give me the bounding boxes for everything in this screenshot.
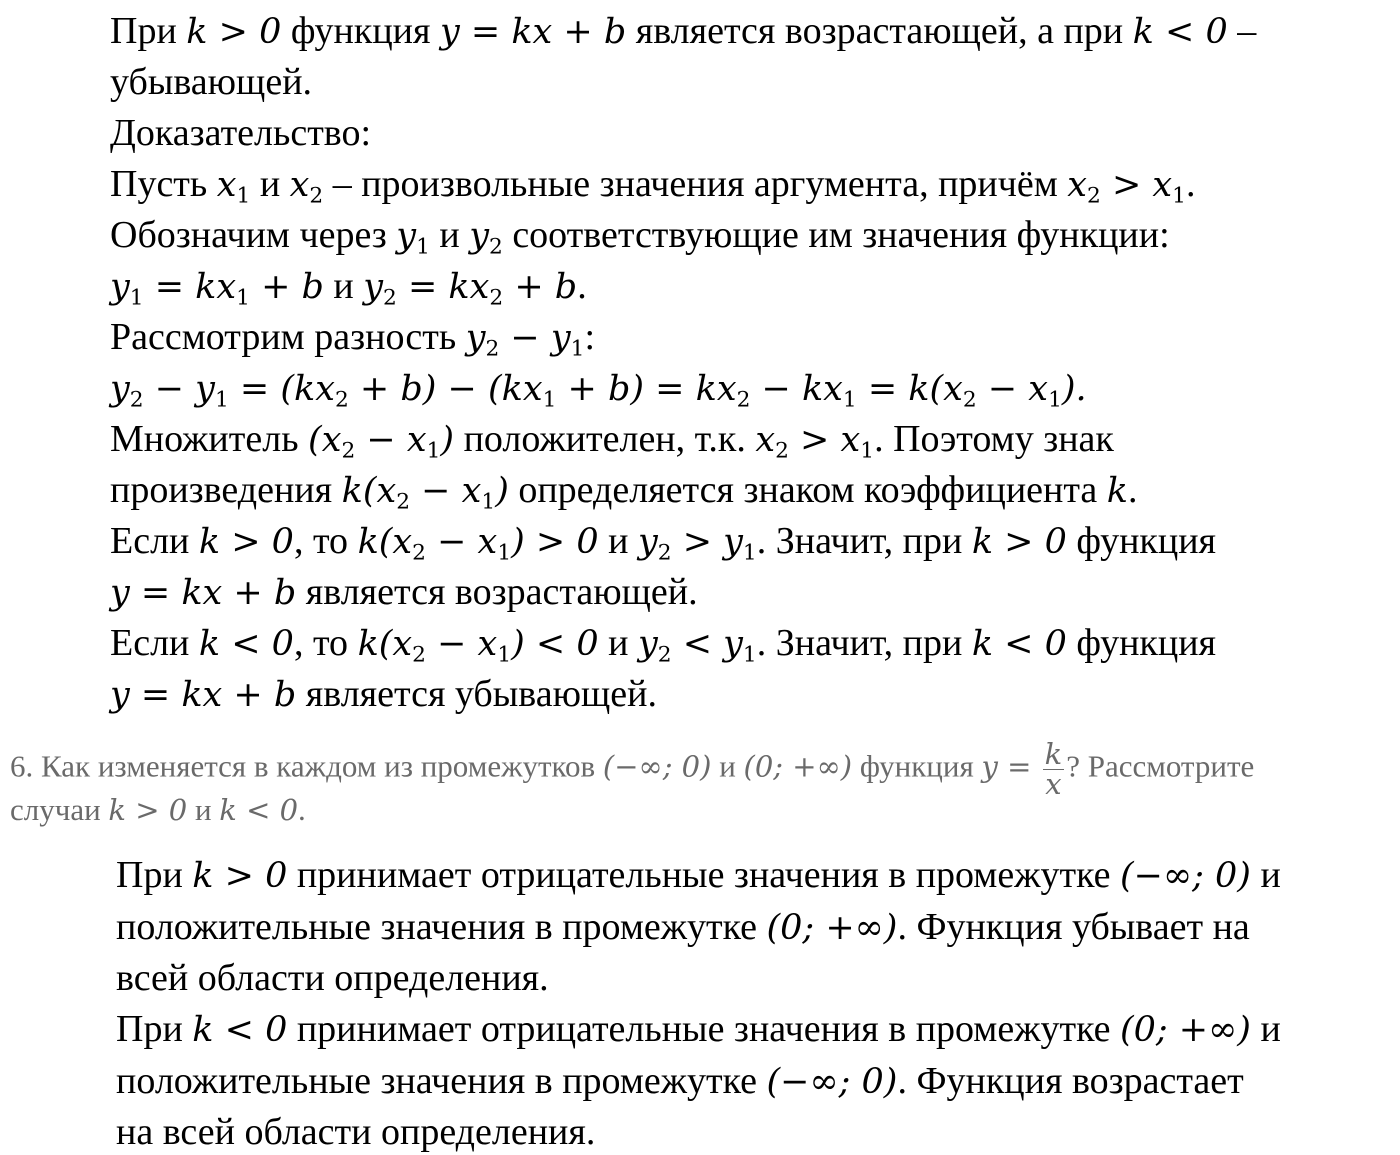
proof-line-14: y = kx + b является убывающей. bbox=[110, 673, 657, 715]
proof-line-13: Если k < 0, то $k(x_2 - x_1) < 0$ и $y_2 < y_1$. Значит, при k < 0 функция bbox=[110, 622, 1217, 668]
proof-line-10: произведения $k(x_2 - x_1)$ определяется знаком коэффициента k. bbox=[110, 469, 1138, 515]
answer-line-4: При k < 0 принимает отрицательные значения в промежутке (0; +∞) и bbox=[116, 1008, 1281, 1050]
proof-line-2: убывающей. bbox=[110, 61, 313, 103]
answer-line-3: всей области определения. bbox=[116, 957, 549, 999]
proof-line-7: Рассмотрим разность $y_2 - y_1$: bbox=[110, 316, 596, 362]
proof-line-12: y = kx + b является возрастающей. bbox=[110, 571, 698, 613]
answer-line-2: положительные значения в промежутке (0; +∞). Функция убывает на bbox=[116, 906, 1250, 948]
answer-line-6: на всей области определения. bbox=[116, 1111, 596, 1153]
answer-line-5: положительные значения в промежутке (−∞; 0). Функция возрастает bbox=[116, 1060, 1244, 1102]
proof-line-5: Обозначим через $y_1$ и $y_2$ соответствующие им значения функции: bbox=[110, 214, 1170, 260]
proof-heading: Доказательство: bbox=[110, 112, 372, 154]
proof-line-8: $y_2 - y_1 = (kx_2 + b) - (kx_1 + b) = kx_2 - kx_1 = k(x_2 - x_1)$. bbox=[110, 369, 1087, 413]
question-line-2: случаи k > 0 и k < 0. bbox=[10, 792, 306, 827]
answer-line-1: При k > 0 принимает отрицательные значения в промежутке (−∞; 0) и bbox=[116, 854, 1281, 896]
question-line-1: 6. Как изменяется в каждом из промежутков (−∞; 0) и (0; +∞) функция y = $\frac{k}{x}$ ? Рассмотрите bbox=[10, 737, 1255, 801]
fraction-k-over-x: $\frac{k}{x}$ bbox=[1044, 737, 1063, 801]
proof-line-11: Если k > 0, то $k(x_2 - x_1) > 0$ и $y_2 > y_1$. Значит, при k > 0 функция bbox=[110, 520, 1217, 566]
proof-line-6: $y_1 = kx_1 + b$ и $y_2 = kx_2 + b$. bbox=[110, 265, 587, 311]
proof-line-9: Множитель $(x_2 - x_1)$ положителен, т.к. $x_2 > x_1$. Поэтому знак bbox=[110, 418, 1114, 464]
proof-line-4: Пусть $x_1$ и $x_2$ – произвольные значения аргумента, причём $x_2 > x_1$. bbox=[110, 163, 1196, 209]
proof-line-1: При k > 0 функция y = kx + b является возрастающей, а при k < 0 – bbox=[110, 10, 1257, 52]
